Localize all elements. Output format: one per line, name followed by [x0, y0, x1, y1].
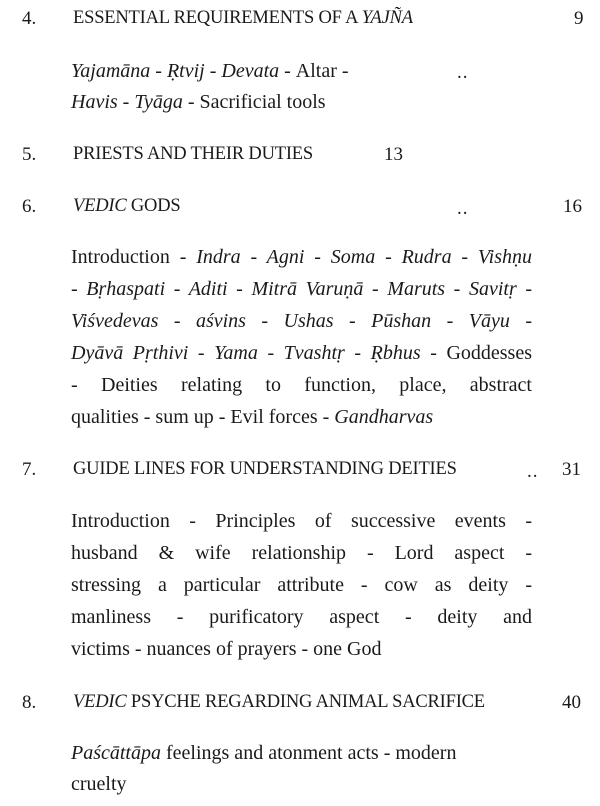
entry-desc-line: Yajamāna - Ṛtvij - Devata - Altar -: [71, 60, 349, 82]
entry-desc-line: cruelty: [71, 773, 127, 795]
entry-page: 13: [384, 144, 403, 165]
entry-page: 40: [562, 692, 581, 713]
entry-desc-line: manliness - purificatory aspect - deity and: [71, 606, 532, 628]
entry-desc-line: - Bṛhaspati - Aditi - Mitrā Varuṇā - Maruts - Savitṛ -: [71, 278, 532, 300]
entry-desc-line: Dyāvā Pṛthivi - Yama - Tvashtṛ - Ṛbhus - Goddesses: [71, 342, 532, 364]
entry-desc-line: victims - nuances of prayers - one God: [71, 638, 382, 660]
entry-number: 4.: [22, 8, 37, 29]
entry-desc-line: Paścāttāpa feelings and atonment acts - modern: [71, 742, 457, 764]
entry-desc-line: - Deities relating to function, place, abstract: [71, 374, 532, 396]
entry-title: VEDIC PSYCHE REGARDING ANIMAL SACRIFICE: [73, 692, 485, 712]
entry-title: ESSENTIAL REQUIREMENTS OF A YAJÑA: [73, 8, 413, 28]
entry-page: 9: [574, 8, 584, 29]
entry-desc-line: Introduction - Indra - Agni - Soma - Rudra - Vishṇu: [71, 246, 532, 268]
entry-desc-line: stressing a particular attribute - cow as deity -: [71, 574, 532, 596]
entry-desc-line: Introduction - Principles of successive events -: [71, 510, 532, 532]
entry-page: 31: [562, 459, 581, 480]
leader-dots: ..: [457, 198, 469, 219]
entry-number: 6.: [22, 196, 37, 217]
entry-desc-line: qualities - sum up - Evil forces - Gandharvas: [71, 406, 434, 428]
entry-desc-line: Viśvedevas - aśvins - Ushas - Pūshan - Vāyu -: [71, 310, 532, 332]
entry-page: 16: [563, 196, 582, 217]
entry-title: PRIESTS AND THEIR DUTIES: [73, 144, 313, 164]
entry-title: VEDIC GODS: [73, 196, 181, 216]
entry-desc-line: Havis - Tyāga - Sacrificial tools: [71, 91, 326, 113]
entry-number: 5.: [22, 144, 37, 165]
entry-title: GUIDE LINES FOR UNDERSTANDING DEITIES: [73, 459, 457, 479]
entry-number: 7.: [22, 459, 37, 480]
entry-number: 8.: [22, 692, 37, 713]
leader-dots: ..: [457, 62, 469, 83]
entry-desc-line: husband & wife relationship - Lord aspect -: [71, 542, 532, 564]
leader-dots: ..: [527, 461, 539, 482]
